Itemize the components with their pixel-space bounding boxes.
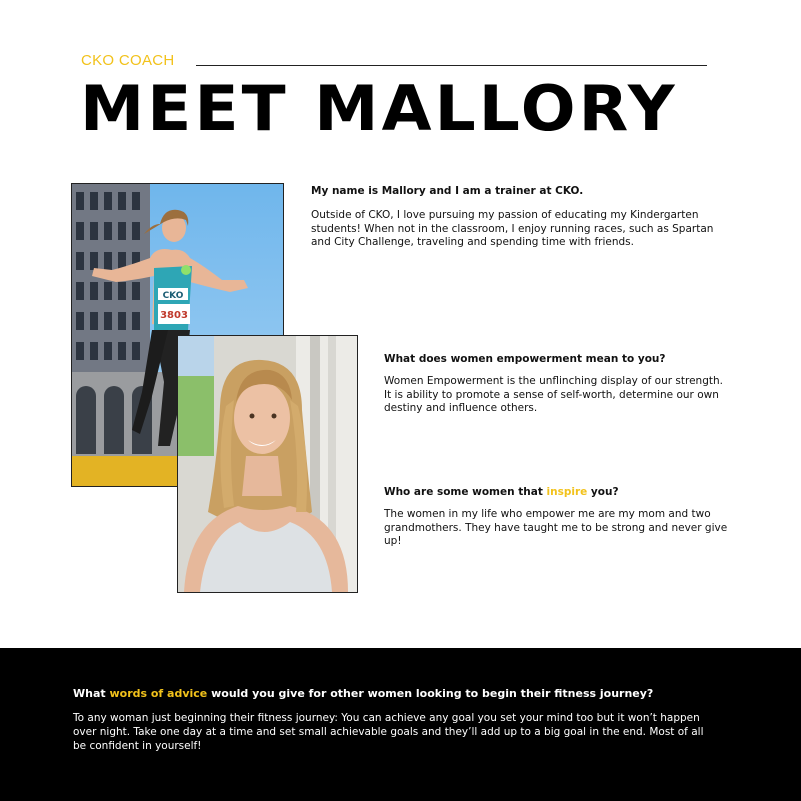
question-empowerment	[384, 352, 729, 416]
page-eyebrow: CKO COACH	[81, 52, 175, 69]
question-inspire	[384, 485, 729, 549]
race-bib-number: 3803	[160, 310, 188, 321]
advice-footer	[0, 648, 801, 801]
intro-body: Outside of CKO, I love pursuing my passion of educating my Kindergarten students! When not in the classroom, I enjoy running races, such as Spartan and City Challenge, traveling and spending time with friends.	[311, 209, 714, 248]
question-inspire-heading	[384, 485, 729, 499]
question-empowerment-heading: What does women empowerment mean to you?	[384, 353, 666, 365]
advice-question-accent: words of advice	[109, 687, 208, 700]
advice-question-after: would you give for other women looking to begin their fitness journey?	[207, 687, 654, 700]
advice-answer: To any woman just beginning their fitness journey: You can achieve any goal you set your mind too but it won’t happen over night. Take one day at a time and set small achievable goals and they’ll add up to a big goal in the end. Most of all be confident in yourself!	[73, 712, 704, 752]
intro-heading: My name is Mallory and I am a trainer at CKO.	[311, 185, 584, 197]
intro-section	[311, 184, 729, 250]
portrait-photo	[177, 335, 358, 593]
advice-question-before: What	[73, 687, 110, 700]
header-rule	[196, 65, 707, 66]
question-inspire-accent: inspire	[546, 486, 588, 498]
shirt-logo: CKO	[162, 291, 184, 301]
question-inspire-answer: The women in my life who empower me are my mom and two grandmothers. They have taught me to be strong and never give up!	[384, 508, 728, 547]
advice-question	[73, 687, 743, 701]
question-inspire-text-before: Who are some women that	[384, 486, 547, 498]
question-inspire-text-after: you?	[587, 486, 619, 498]
question-empowerment-answer: Women Empowerment is the unflinching display of our strength. It is ability to promote a sense of self-worth, determine our own destiny and influence others.	[384, 375, 723, 414]
page-title: MEET MALLORY	[80, 72, 678, 145]
